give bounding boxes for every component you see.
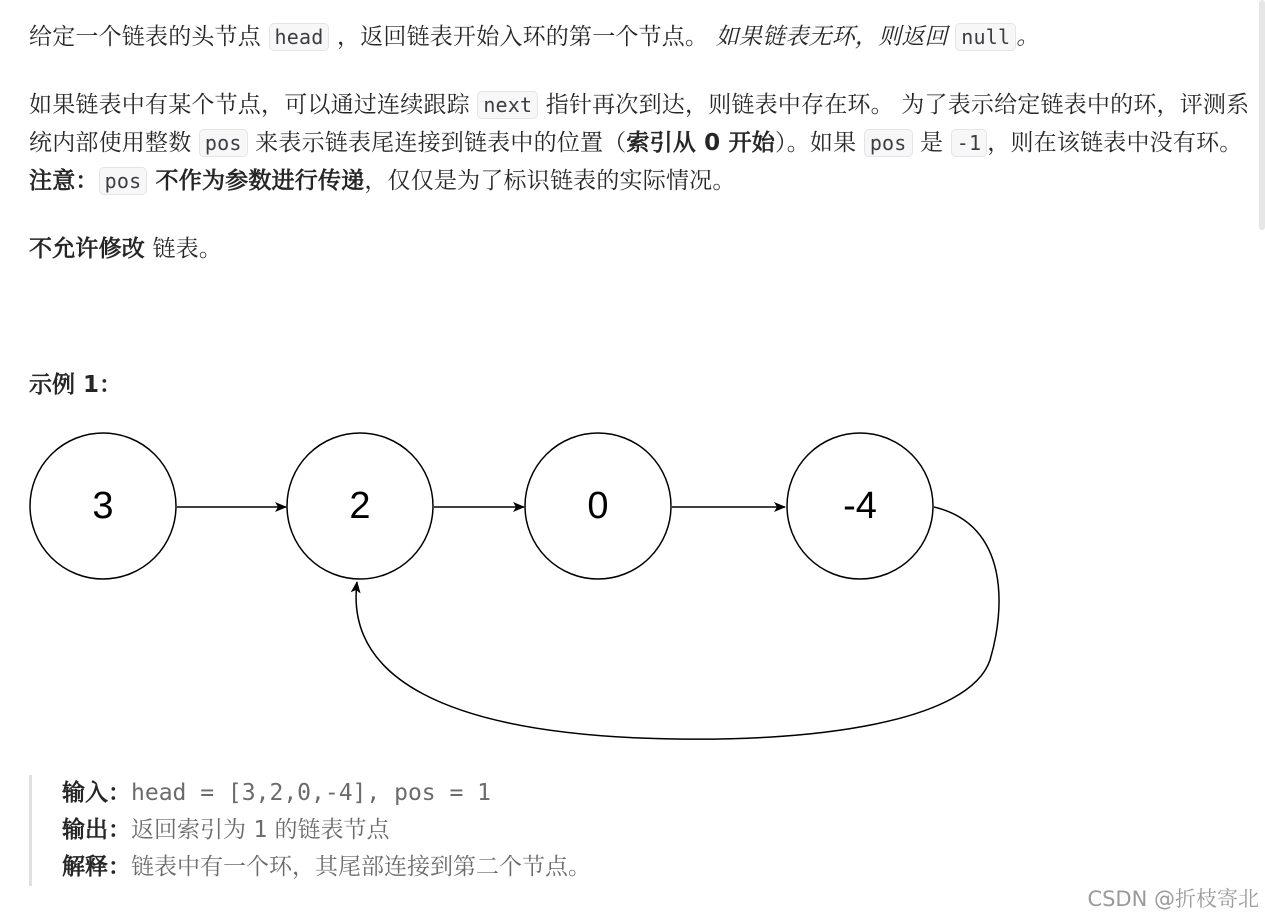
node-value: 3: [92, 485, 114, 527]
list-node: [287, 433, 433, 579]
input-label: 输入：: [62, 780, 131, 806]
node-value: -4: [843, 485, 877, 527]
code-pos: pos: [199, 129, 248, 157]
code-pos: pos: [99, 167, 148, 195]
example-output-line: [62, 812, 591, 849]
text: 指针再次到达，则链表中存在环。 为了表示给定链表中的环，评测系统内部使用整数: [29, 92, 1250, 156]
text: ，仅仅是为了标识链表的实际情况。: [364, 168, 736, 194]
node-value: 0: [587, 485, 609, 527]
italic-text: 。: [1016, 24, 1040, 50]
example-explain-line: [62, 849, 591, 886]
text: ，返回链表开始入环的第一个节点。: [329, 24, 716, 50]
bold-text: 不作为参数进行传递: [147, 168, 365, 194]
example-block: [29, 775, 591, 886]
example-title: 示例 1：: [29, 372, 123, 398]
list-node: [787, 433, 933, 579]
text: ，则在该链表中没有环。: [987, 130, 1243, 156]
text: 链表。: [145, 236, 223, 262]
text: 是: [912, 130, 951, 156]
explain-label: 解释：: [62, 854, 131, 880]
node-value: 2: [349, 485, 371, 527]
output-value: 返回索引为: [131, 817, 254, 843]
code-head: head: [269, 23, 330, 51]
list-node: [525, 433, 671, 579]
code-next: next: [477, 91, 538, 119]
explain-value: 链表中有一个环，其尾部连接到第二个节点。: [131, 854, 591, 880]
example-input-line: [62, 775, 591, 812]
code-neg-one: -1: [951, 129, 987, 157]
italic-text: 如果链表无环，则返回: [715, 24, 956, 50]
code-pos: pos: [864, 129, 913, 157]
output-value-suffix: 的链表节点: [267, 817, 390, 843]
text: 如果链表中有某个节点，可以通过连续跟踪: [29, 92, 478, 118]
watermark: CSDN @折枝寄北: [1087, 887, 1259, 911]
list-node: [30, 433, 176, 579]
text: 来表示链表尾连接到链表中的位置（: [247, 130, 627, 156]
code-null: null: [955, 23, 1016, 51]
bold-text: 不允许修改: [29, 236, 145, 262]
output-index: 1: [253, 817, 268, 843]
text: ）。如果: [775, 130, 864, 156]
text: 给定一个链表的头节点: [29, 24, 269, 50]
input-value: head = [3,2,0,-4], pos = 1: [131, 780, 492, 806]
bold-text: 注意：: [29, 168, 99, 194]
output-label: 输出：: [62, 817, 131, 843]
bold-text: 索引从 0 开始: [626, 130, 775, 156]
